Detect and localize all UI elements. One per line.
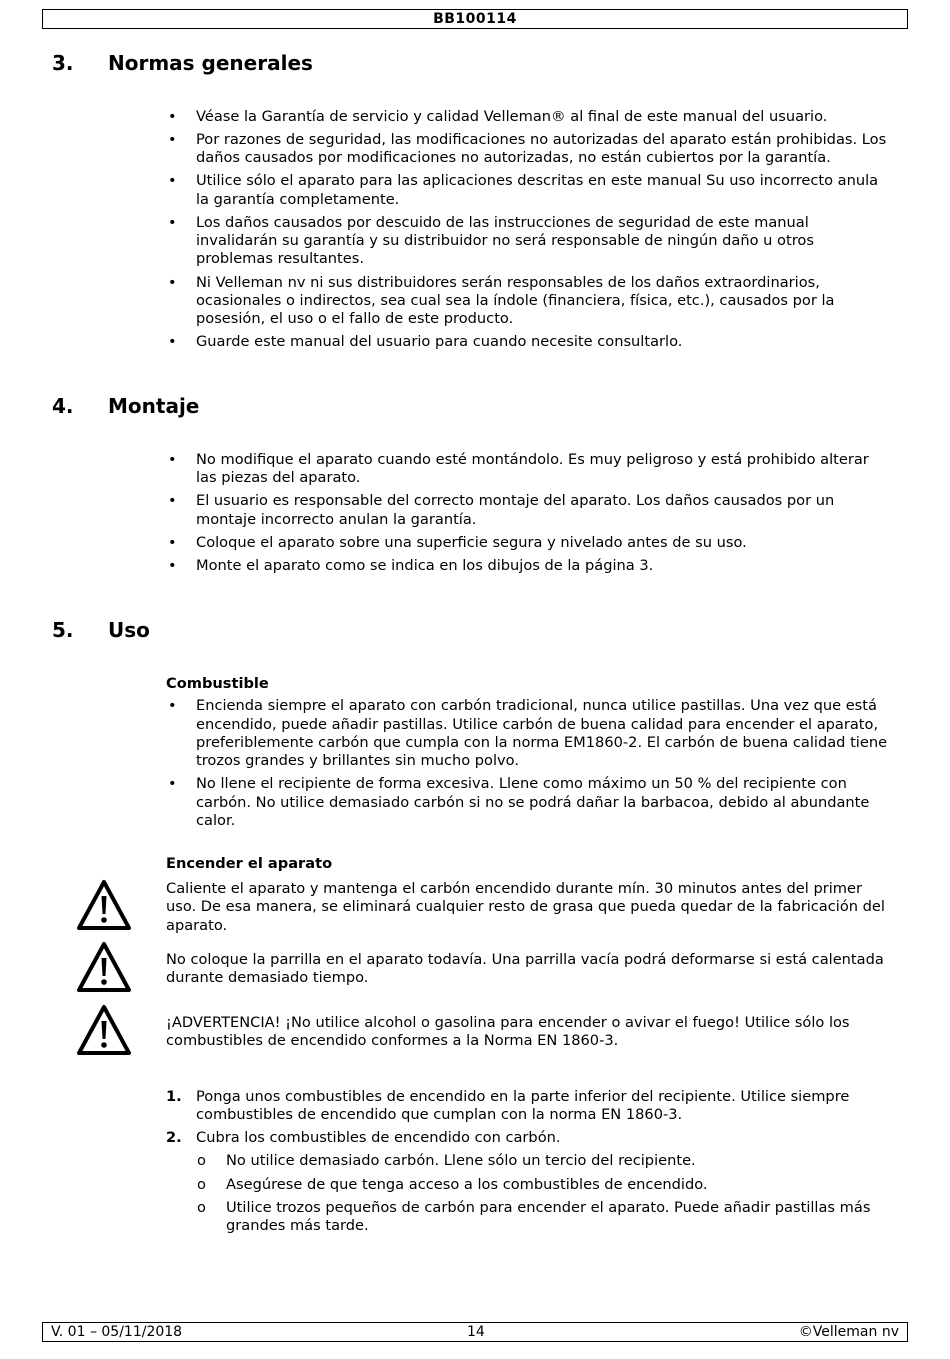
list-item	[166, 274, 890, 329]
warning-paragraph: ¡ADVERTENCIA! ¡No utilice alcohol o gasolina para encender o avivar el fuego! Utilice sólo los combustibles de encendido conformes a la Norma EN 1860-3.	[166, 1014, 850, 1050]
fuel-block	[166, 675, 890, 835]
list-item-text: Monte el aparato como se indica en los dibujos de la página 3.	[196, 556, 654, 574]
section-3-content	[166, 108, 890, 356]
list-item	[166, 214, 890, 269]
footer-version: V. 01 – 05/11/2018	[51, 1324, 183, 1340]
warning-text	[166, 880, 890, 935]
ignite-heading-block	[166, 855, 890, 877]
bullet-icon: •	[168, 533, 177, 551]
list-item	[166, 172, 890, 209]
circle-bullet-icon: o	[197, 1175, 206, 1193]
step-number: 2.	[166, 1129, 182, 1147]
fuel-heading: Combustible	[166, 675, 269, 692]
warning-paragraph: Caliente el aparato y mantenga el carbón encendido durante mín. 30 minutos antes del primer uso. De esa manera, se eliminará cualquier resto de grasa que pueda quedar de la fabricación del aparato.	[166, 880, 885, 934]
steps-block	[166, 1088, 890, 1240]
warning-text	[166, 1014, 890, 1051]
list-item	[166, 1088, 890, 1125]
footer-copyright: ©Velleman nv	[798, 1324, 899, 1340]
list-item-text: Por razones de seguridad, las modificaciones no autorizadas del aparato están prohibidas. Los daños causados por modificaciones no autorizadas, no están cubiertos por la garantía.	[196, 131, 887, 167]
sub-list-item	[196, 1152, 890, 1170]
list-item-text: Ponga unos combustibles de encendido en la parte inferior del recipiente. Utilice siempre combustibles de encendido que cumplan con la norma EN 1860-3.	[196, 1088, 850, 1124]
bullet-list	[166, 108, 890, 352]
list-item-text: Véase la Garantía de servicio y calidad Velleman® al final de este manual del usuario.	[196, 108, 828, 125]
bullet-icon: •	[168, 213, 177, 231]
section-title-text: Uso	[108, 618, 150, 642]
list-item	[166, 333, 890, 351]
bullet-icon: •	[168, 172, 177, 190]
list-item-text: Cubra los combustibles de encendido con carbón.	[196, 1129, 561, 1147]
sub-list	[196, 1152, 890, 1235]
warning-paragraph: No coloque la parrilla en el aparato todavía. Una parrilla vacía podrá deformarse si está calentada durante demasiado tiempo.	[166, 951, 884, 987]
list-item-text: Los daños causados por descuido de las instrucciones de seguridad de este manual invalidarán su garantía y su distribuidor no será responsable de ningún daño u otros problemas resultantes.	[196, 213, 814, 268]
list-item-text: El usuario es responsable del correcto montaje del aparato. Los daños causados por un montaje incorrecto anulan la garantía.	[196, 492, 835, 528]
list-item	[166, 1129, 890, 1235]
list-item-text: Asegúrese de que tenga acceso a los combustibles de encendido.	[226, 1175, 708, 1193]
section-title-text: Normas generales	[108, 51, 313, 75]
bullet-icon: •	[168, 556, 177, 574]
sub-list-item	[196, 1176, 890, 1194]
bullet-icon: •	[168, 492, 177, 510]
list-item-text: Guarde este manual del usuario para cuando necesite consultarlo.	[196, 333, 683, 351]
list-item-text: Utilice trozos pequeños de carbón para encender el aparato. Puede añadir pastillas más grandes más tarde.	[226, 1198, 871, 1234]
section-number: 3.	[52, 51, 74, 75]
warning-text	[166, 951, 890, 988]
circle-bullet-icon: o	[197, 1198, 206, 1216]
warning-triangle-icon	[76, 1004, 132, 1056]
list-item	[166, 451, 890, 488]
bullet-list	[166, 451, 890, 575]
list-item	[166, 492, 890, 529]
circle-bullet-icon: o	[197, 1152, 206, 1170]
list-item	[166, 697, 890, 770]
list-item-text: No llene el recipiente de forma excesiva. Llene como máximo un 50 % del recipiente con carbón. No utilice demasiado carbón si no se podrá dañar la barbacoa, debido al abundante calor.	[196, 775, 870, 829]
warning-triangle-icon	[76, 941, 132, 993]
warning-triangle-icon	[76, 879, 132, 931]
list-item-text: Ni Velleman nv ni sus distribuidores serán responsables de los daños extraordinarios, ocasionales o indirectos, sea cual sea la índole (financiera, física, etc.), causados por la posesión, el uso o el fallo de este producto.	[196, 273, 835, 328]
bullet-icon: •	[168, 108, 177, 125]
bullet-icon: •	[168, 333, 177, 351]
bullet-list	[166, 697, 890, 830]
list-item-text: No modifique el aparato cuando esté montándolo. Es muy peligroso y está prohibido alterar las piezas del aparato.	[196, 451, 869, 487]
bullet-icon: •	[168, 451, 177, 468]
section-number: 4.	[52, 394, 74, 418]
list-item-text: Coloque el aparato sobre una superficie segura y nivelado antes de su uso.	[196, 533, 747, 551]
section-4-content	[166, 451, 890, 580]
ignite-heading: Encender el aparato	[166, 855, 333, 872]
list-item-text: No utilice demasiado carbón. Llene sólo un tercio del recipiente.	[226, 1152, 696, 1170]
page-number: 14	[467, 1324, 485, 1340]
list-item	[166, 775, 890, 830]
list-item	[166, 131, 890, 168]
section-3-title	[52, 50, 313, 76]
bullet-icon: •	[168, 697, 177, 715]
sub-list-item	[196, 1199, 890, 1236]
list-item	[166, 108, 890, 126]
list-item-text: Utilice sólo el aparato para las aplicaciones descritas en este manual Su uso incorrecto anula la garantía completamente.	[196, 172, 879, 208]
document-code: BB100114	[433, 11, 517, 27]
list-item	[166, 557, 890, 575]
section-number: 5.	[52, 618, 74, 642]
page-footer	[42, 1322, 908, 1342]
section-4-title	[52, 393, 199, 419]
list-item	[166, 534, 890, 552]
bullet-icon: •	[168, 273, 177, 291]
section-title-text: Montaje	[108, 394, 200, 418]
numbered-list	[166, 1088, 890, 1235]
page-header	[42, 9, 908, 29]
list-item-text: Encienda siempre el aparato con carbón tradicional, nunca utilice pastillas. Una vez que está encendido, puede añadir pastillas. Utilice carbón de buena calidad para encender el aparato, preferiblemente carbón que cumpla con la norma EM1860-2. El carbón de buena calidad tiene trozos grandes y brillantes sin mucho polvo.	[196, 697, 888, 770]
bullet-icon: •	[168, 131, 177, 149]
section-5-title	[52, 617, 150, 643]
bullet-icon: •	[168, 775, 177, 793]
step-number: 1.	[166, 1088, 182, 1105]
